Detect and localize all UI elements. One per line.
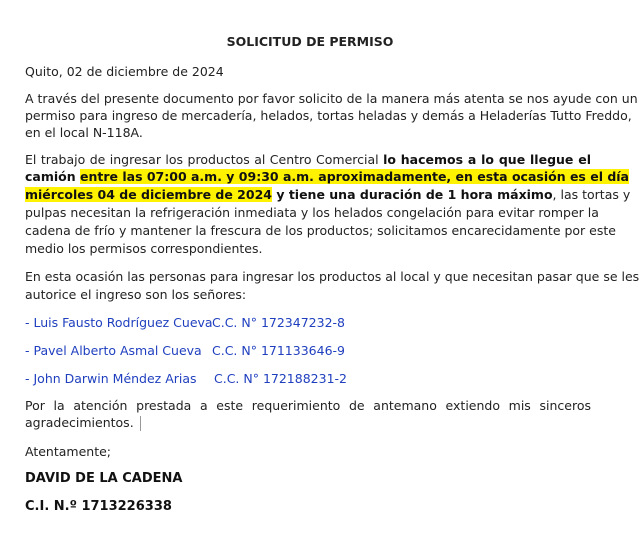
paragraph-line: autorice el ingreso son los señores: <box>25 287 247 302</box>
thanks-text: agradecimientos. <box>25 415 134 430</box>
list-item <box>25 342 345 359</box>
signer-id: C.I. N.º 1713226338 <box>25 499 172 514</box>
list-item <box>25 370 347 387</box>
person-name: - Pavel Alberto Asmal Cueva <box>25 343 202 358</box>
paragraph-line: Por la atención prestada a este requerimiento de antemano extiendo mis sinceros <box>25 398 591 413</box>
paragraph-line <box>25 414 141 431</box>
date-line: Quito, 02 de diciembre de 2024 <box>25 64 224 79</box>
plain-text: , las tortas y <box>552 187 631 202</box>
closing-text: Atentamente; <box>25 444 111 459</box>
paragraph-line: permiso para ingreso de mercadería, helados, tortas heladas y demás a Heladerías Tutto Freddo, <box>25 108 632 123</box>
person-id: C.C. N° 171133646-9 <box>212 343 345 358</box>
paragraph-line: pulpas necesitan la refrigeración inmediata y los helados congelación para evitar romper la <box>25 205 599 220</box>
person-id: C.C. N° 172347232-8 <box>212 315 345 330</box>
highlighted-text: miércoles 04 de diciembre de 2024 <box>25 187 272 202</box>
list-item <box>25 314 345 331</box>
paragraph-line <box>25 151 591 168</box>
highlighted-text: entre las 07:00 a.m. y 09:30 a.m. aproximadamente, en esta ocasión es el día <box>80 169 629 184</box>
paragraph-line <box>25 168 629 185</box>
plain-text: El trabajo de ingresar los productos al Centro Comercial <box>25 152 384 167</box>
signer-name: DAVID DE LA CADENA <box>25 471 183 486</box>
paragraph-line: cadena de frío y mantener la frescura de los productos; solicitamos encarecidamente por este <box>25 223 616 238</box>
paragraph-line: En esta ocasión las personas para ingresar los productos al local y que necesitan pasar que se les <box>25 269 639 284</box>
bold-text: camión <box>25 169 80 184</box>
person-name: - John Darwin Méndez Arias <box>25 371 197 386</box>
paragraph-line: medio los permisos correspondientes. <box>25 241 263 256</box>
paragraph-line: A través del presente documento por favor solicito de la manera más atenta se nos ayude con un <box>25 91 638 106</box>
paragraph-line <box>25 186 631 203</box>
bold-text: y tiene una duración de 1 hora máximo <box>271 187 553 202</box>
bold-text: lo hacemos a lo que llegue el <box>383 152 591 167</box>
person-id: C.C. N° 172188231-2 <box>214 371 347 386</box>
paragraph-line: en el local N-118A. <box>25 125 143 140</box>
document-title: SOLICITUD DE PERMISO <box>226 34 394 49</box>
text-cursor <box>140 416 141 431</box>
person-name: - Luis Fausto Rodríguez Cueva <box>25 315 213 330</box>
